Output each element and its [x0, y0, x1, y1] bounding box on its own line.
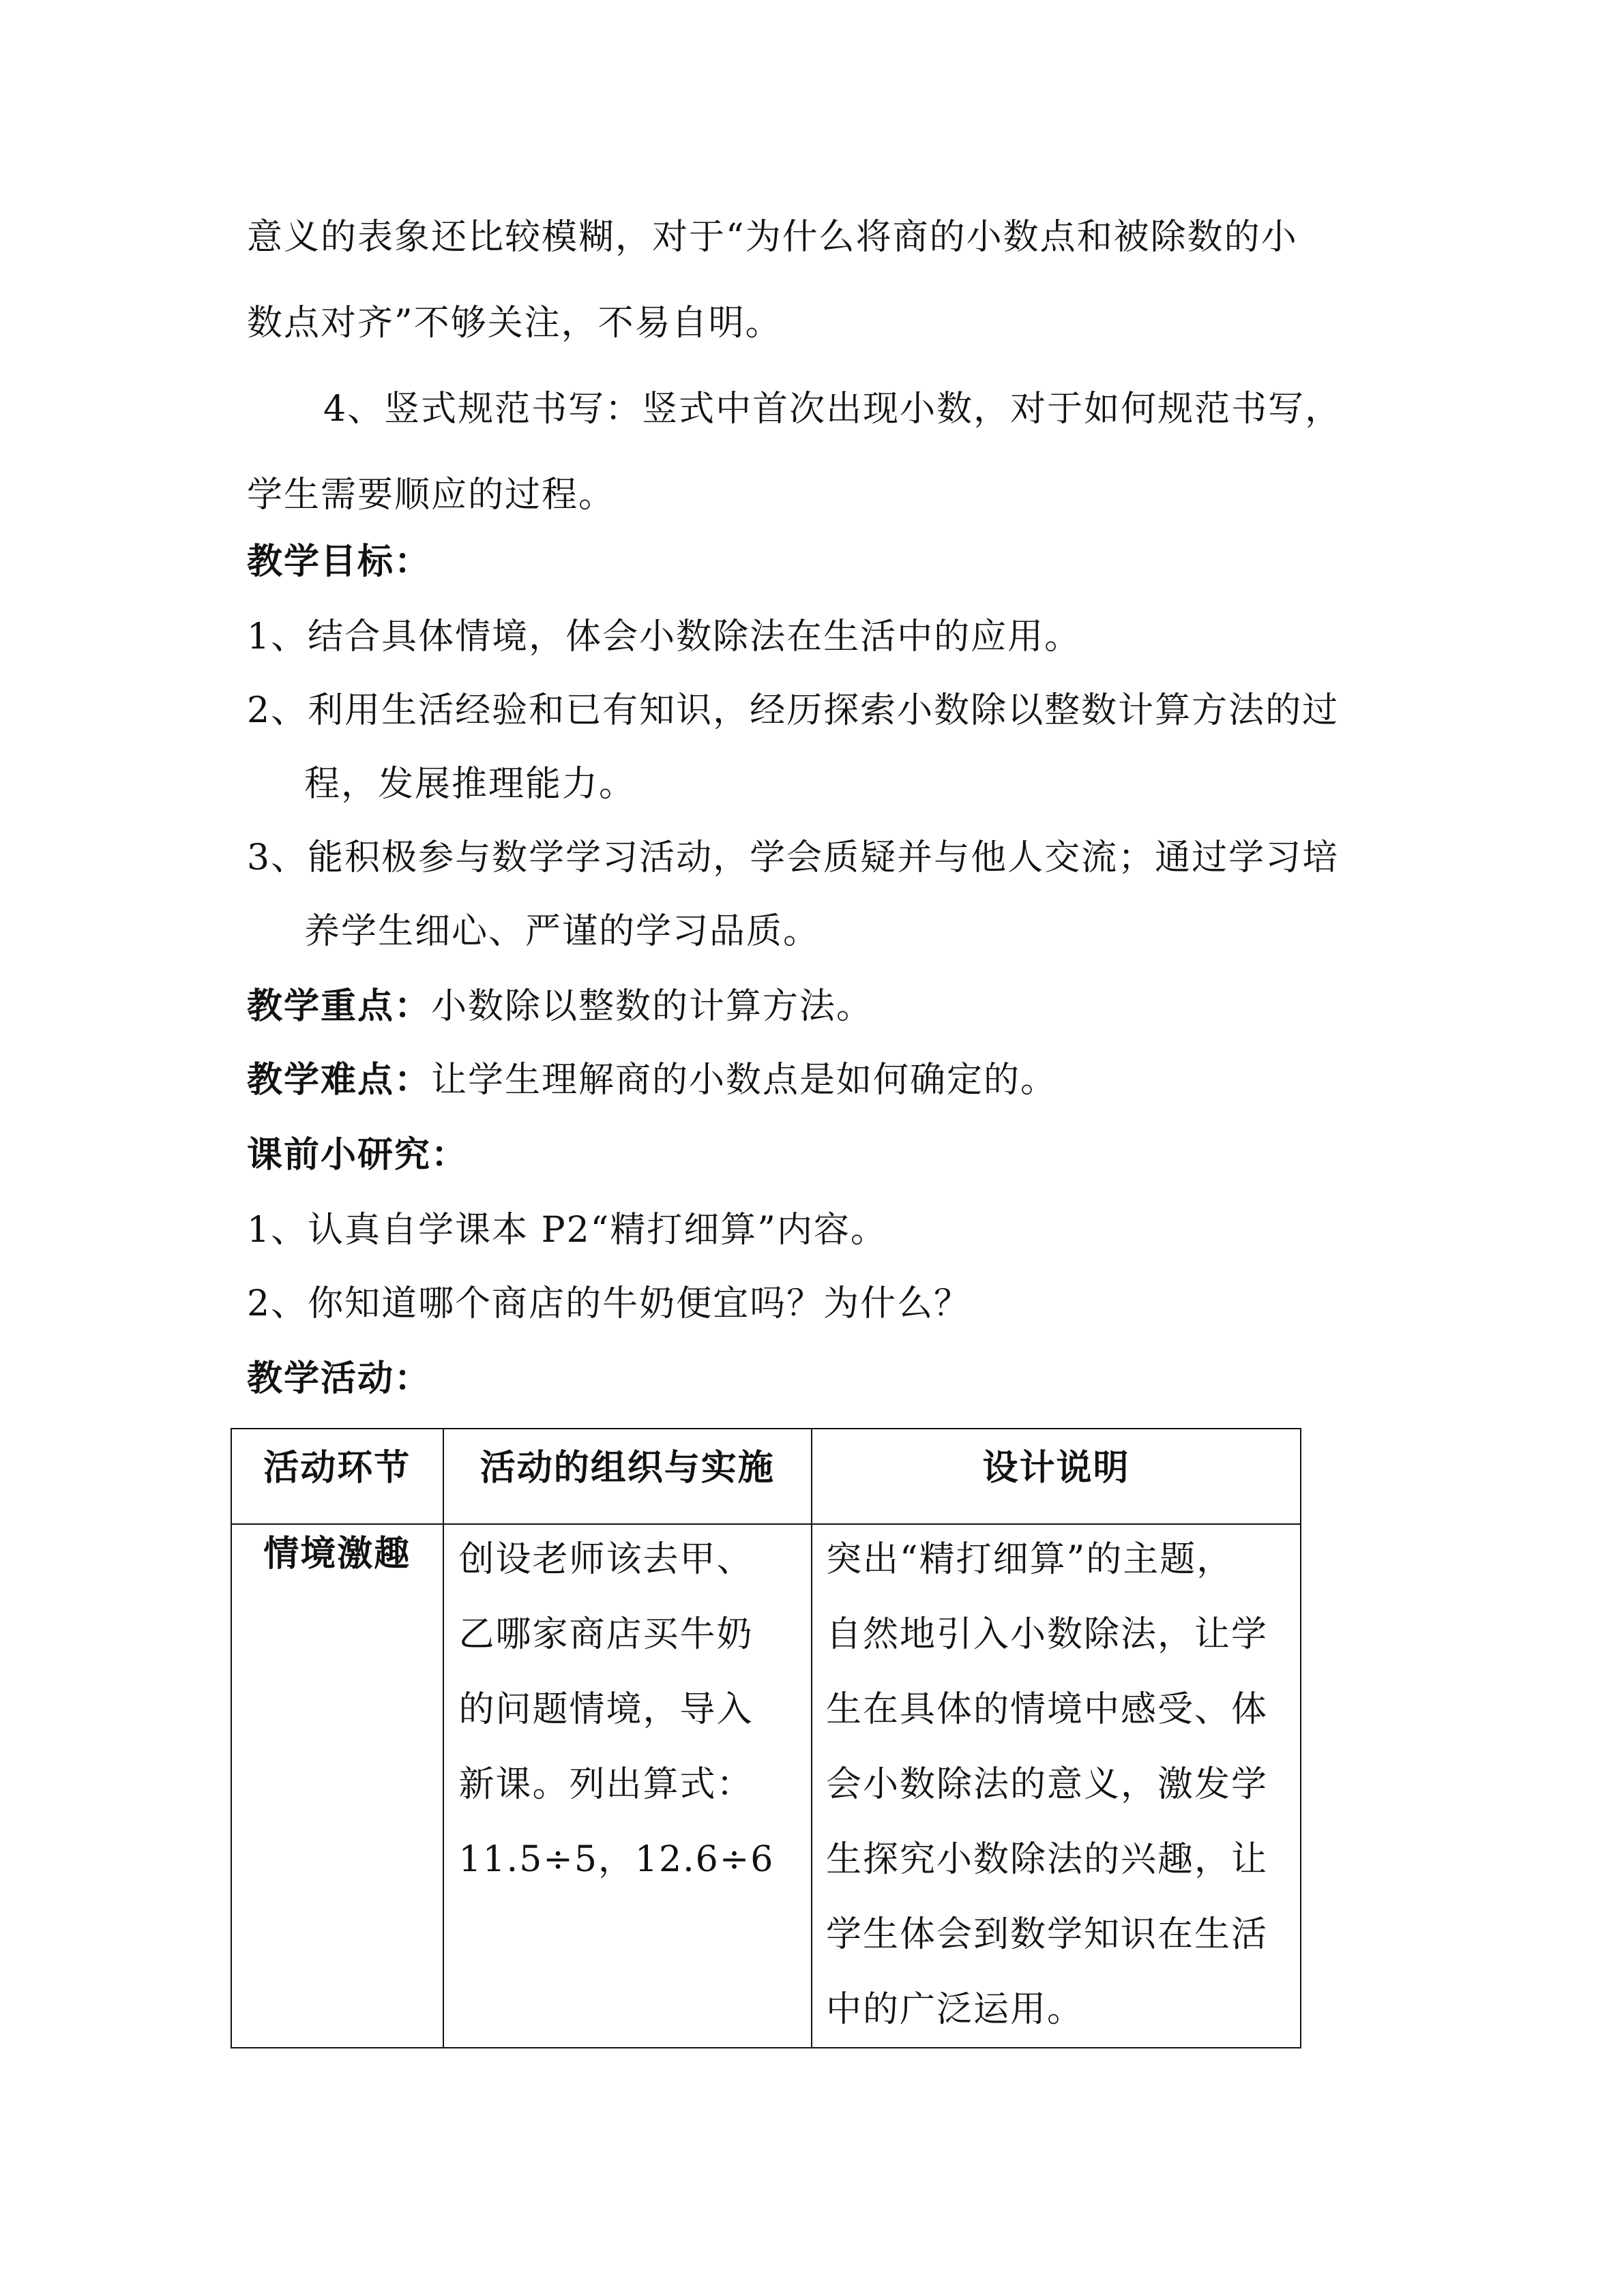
objective-item-1: 1、结合具体情境，体会小数除法在生活中的应用。 — [247, 616, 1082, 657]
intro-line-1: 意义的表象还比较模糊，对于“为什么将商的小数点和被除数的小 — [247, 217, 1298, 258]
point-4-line-1: 4、竖式规范书写：竖式中首次出现小数，对于如何规范书写， — [323, 389, 1342, 430]
point-4-line-2: 学生需要顺应的过程。 — [247, 475, 616, 516]
column-header-implementation: 活动的组织与实施 — [443, 1429, 812, 1524]
objective-item-3-line-1: 3、能积极参与数学学习活动，学会质疑并与他人交流；通过学习培 — [247, 837, 1340, 878]
activity-implementation-text: 创设老师该去甲、 乙哪家商店买牛奶 的问题情境，导入 新课。列出算式： 11.5÷5，12.6÷6 — [458, 1539, 775, 1880]
activity-stage-text: 情境激趣 — [263, 1533, 411, 1575]
objective-item-3-line-2: 养学生细心、严谨的学习品质。 — [304, 911, 821, 952]
table-row — [231, 1524, 1301, 2048]
objective-item-2-line-2: 程，发展推理能力。 — [304, 764, 636, 805]
activity-design-text: 突出“精打细算”的主题， 自然地引入小数除法，让学 生在具体的情境中感受、体 会小数除法的意义，激发学 生探究小数除法的兴趣，让 学生体会到数学知识在生活 中的广泛运用。 — [826, 1539, 1269, 2030]
column-header-design: 设计说明 — [812, 1429, 1301, 1524]
objective-item-2-line-1: 2、利用生活经验和已有知识，经历探索小数除以整数计算方法的过 — [247, 690, 1340, 731]
activities-heading: 教学活动： — [247, 1358, 432, 1399]
key-point-label: 教学重点： — [247, 985, 432, 1027]
key-point-text: 小数除以整数的计算方法。 — [431, 986, 874, 1027]
activity-design — [812, 1524, 1301, 2048]
activities-table — [231, 1428, 1301, 2048]
key-point — [247, 985, 874, 1027]
table-header-row — [231, 1429, 1301, 1524]
column-header-stage: 活动环节 — [231, 1429, 443, 1524]
preview-item-2: 2、你知道哪个商店的牛奶便宜吗？为什么？ — [247, 1283, 971, 1324]
activity-stage — [231, 1524, 443, 2048]
difficulty — [247, 1059, 1058, 1101]
preview-item-1: 1、认真自学课本 P2“精打细算”内容。 — [247, 1210, 887, 1251]
intro-line-2: 数点对齐”不够关注，不易自明。 — [247, 303, 782, 344]
difficulty-label: 教学难点： — [247, 1059, 432, 1101]
activity-implementation — [443, 1524, 812, 2048]
difficulty-text: 让学生理解商的小数点是如何确定的。 — [431, 1060, 1058, 1101]
preview-heading: 课前小研究： — [247, 1134, 469, 1176]
objectives-heading: 教学目标： — [247, 541, 432, 582]
